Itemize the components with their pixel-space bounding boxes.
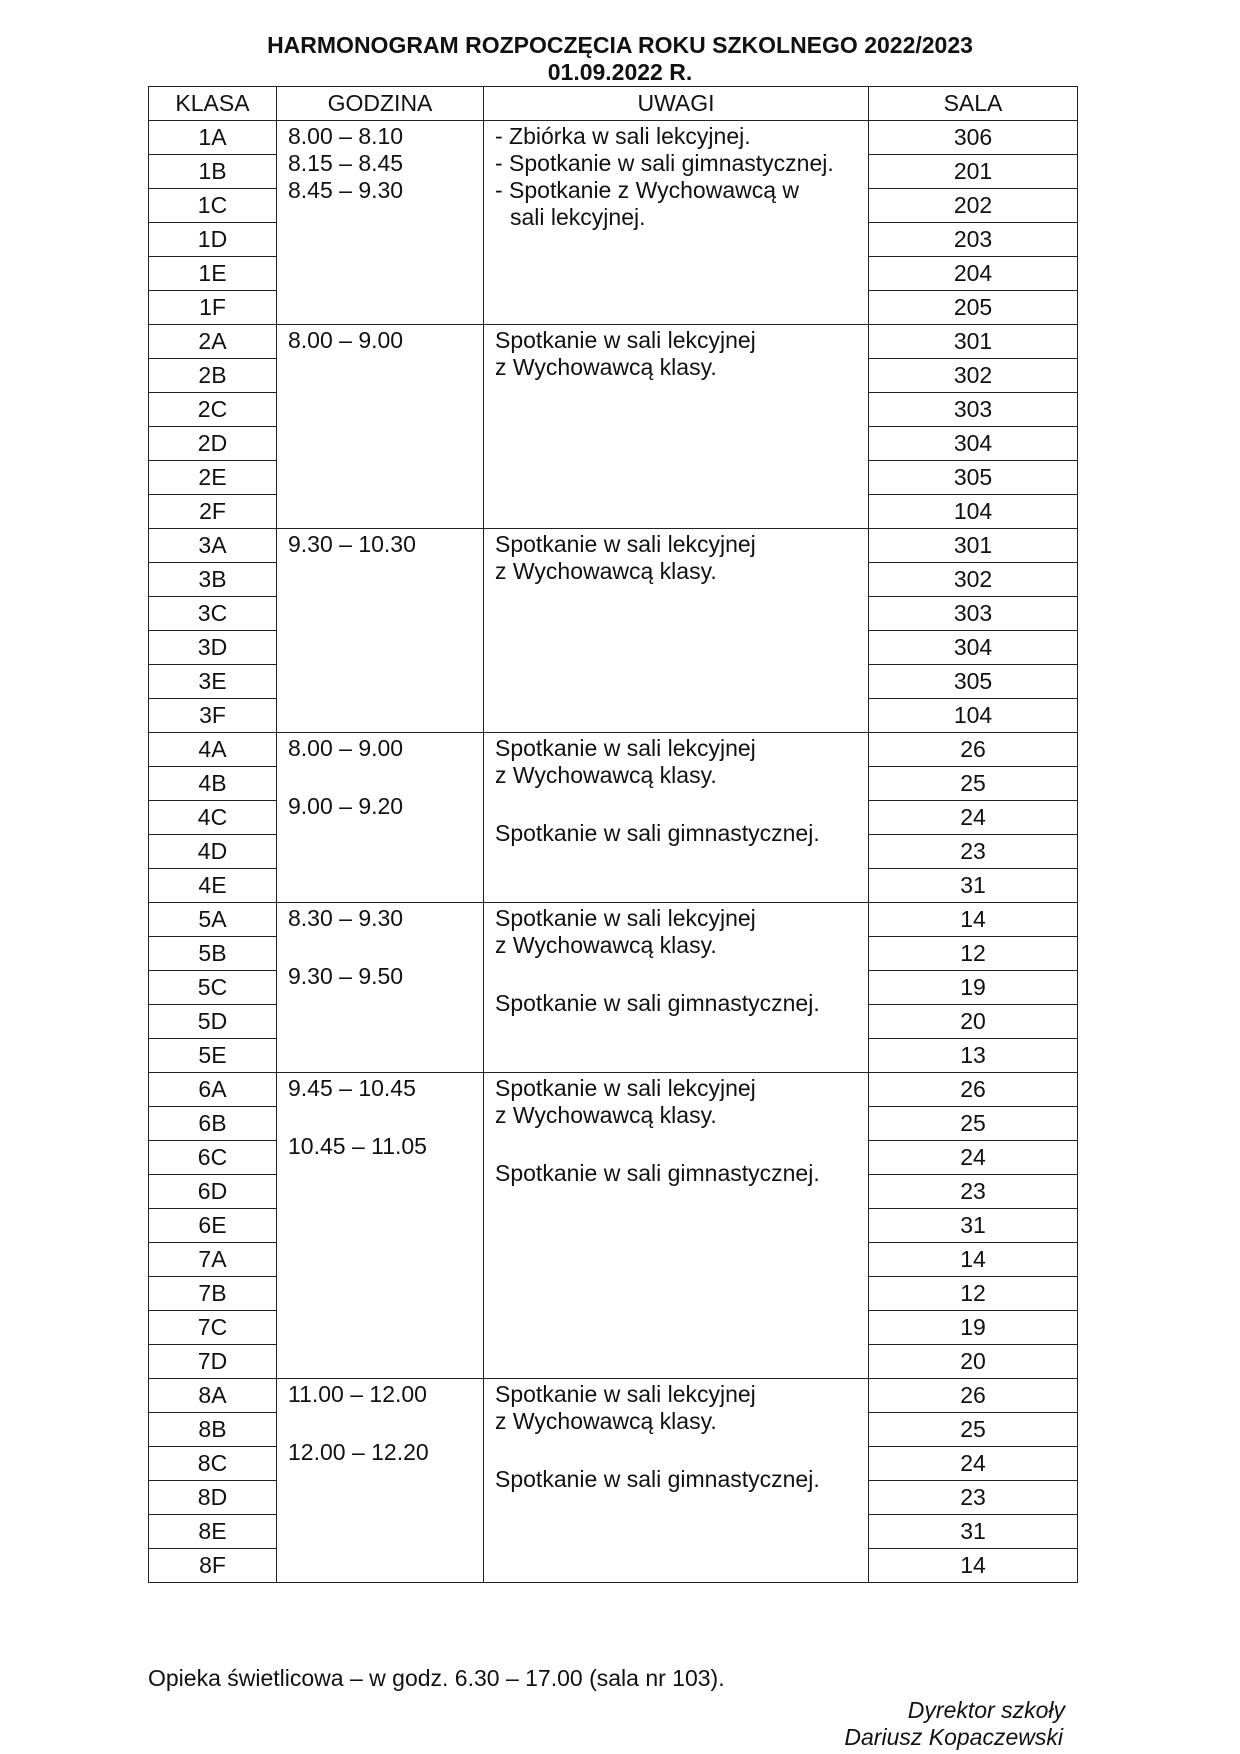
sala-cell: 26: [869, 1073, 1078, 1107]
klasa-cell: 8E: [149, 1515, 277, 1549]
footer-note: Opieka świetlicowa – w godz. 6.30 – 17.00 (sala nr 103).: [148, 1665, 725, 1691]
note-line: Spotkanie w sali lekcyjnej: [495, 531, 756, 557]
time-range: 8.45 – 9.30: [288, 177, 404, 203]
time-range: [288, 932, 483, 963]
time-range: 11.00 – 12.00: [288, 1381, 427, 1407]
note-gap: [495, 789, 868, 820]
sala-cell: 31: [869, 869, 1078, 903]
sala-cell: 302: [869, 563, 1078, 597]
klasa-cell: 4A: [149, 733, 277, 767]
klasa-cell: 6A: [149, 1073, 277, 1107]
uwagi-cell: [484, 121, 869, 325]
klasa-cell: 8A: [149, 1379, 277, 1413]
klasa-cell: 6D: [149, 1175, 277, 1209]
schedule-body: [149, 121, 1078, 1583]
signature-role: Dyrektor szkoły: [907, 1697, 1065, 1723]
sala-cell: 304: [869, 427, 1078, 461]
sala-cell: 201: [869, 155, 1078, 189]
sala-cell: 301: [869, 529, 1078, 563]
klasa-cell: 4D: [149, 835, 277, 869]
note-line: Spotkanie w sali lekcyjnej: [495, 905, 756, 931]
sala-cell: 104: [869, 495, 1078, 529]
sala-cell: 104: [869, 699, 1078, 733]
sala-cell: 23: [869, 1481, 1078, 1515]
signature-name: Dariusz Kopaczewski: [844, 1724, 1063, 1750]
sala-cell: 304: [869, 631, 1078, 665]
table-row: [149, 1073, 1078, 1107]
klasa-cell: 6E: [149, 1209, 277, 1243]
klasa-cell: 6B: [149, 1107, 277, 1141]
klasa-cell: 7A: [149, 1243, 277, 1277]
klasa-cell: 2B: [149, 359, 277, 393]
sala-cell: 23: [869, 1175, 1078, 1209]
sala-cell: 25: [869, 767, 1078, 801]
time-range: 9.30 – 10.30: [288, 531, 416, 557]
sala-cell: 203: [869, 223, 1078, 257]
time-range: 12.00 – 12.20: [288, 1439, 429, 1465]
time-range: 8.00 – 9.00: [288, 735, 404, 761]
note-line: Spotkanie w sali gimnastycznej.: [495, 1160, 820, 1186]
time-range: [288, 1102, 483, 1133]
note-line: Spotkanie w sali lekcyjnej: [495, 735, 756, 761]
klasa-cell: 1E: [149, 257, 277, 291]
klasa-cell: 8C: [149, 1447, 277, 1481]
time-range: 8.30 – 9.30: [288, 905, 404, 931]
note-line: z Wychowawcą klasy.: [495, 1408, 717, 1434]
klasa-cell: 1D: [149, 223, 277, 257]
sala-cell: 306: [869, 121, 1078, 155]
godzina-cell: [277, 1073, 484, 1379]
note-gap: [495, 1129, 868, 1160]
note-line: Spotkanie w sali gimnastycznej.: [495, 1466, 820, 1492]
sala-cell: 26: [869, 733, 1078, 767]
klasa-cell: 7D: [149, 1345, 277, 1379]
note-line: z Wychowawcą klasy.: [495, 932, 717, 958]
klasa-cell: 1A: [149, 121, 277, 155]
klasa-cell: 1B: [149, 155, 277, 189]
klasa-cell: 3F: [149, 699, 277, 733]
klasa-cell: 5C: [149, 971, 277, 1005]
uwagi-cell: [484, 1073, 869, 1379]
klasa-cell: 3A: [149, 529, 277, 563]
klasa-cell: 2E: [149, 461, 277, 495]
table-row: [149, 325, 1078, 359]
sala-cell: 31: [869, 1209, 1078, 1243]
klasa-cell: 5A: [149, 903, 277, 937]
header-row: [149, 87, 1078, 121]
sala-cell: 26: [869, 1379, 1078, 1413]
sala-cell: 24: [869, 801, 1078, 835]
klasa-cell: 1C: [149, 189, 277, 223]
sala-cell: 303: [869, 597, 1078, 631]
sala-cell: 205: [869, 291, 1078, 325]
sala-cell: 305: [869, 461, 1078, 495]
uwagi-cell: [484, 1379, 869, 1583]
sala-cell: 302: [869, 359, 1078, 393]
klasa-cell: 3D: [149, 631, 277, 665]
klasa-cell: 5D: [149, 1005, 277, 1039]
godzina-cell: [277, 529, 484, 733]
note-line: Spotkanie w sali lekcyjnej: [495, 327, 756, 353]
klasa-cell: 7B: [149, 1277, 277, 1311]
table-row: [149, 121, 1078, 155]
header-godzina: GODZINA: [277, 87, 484, 121]
header-klasa: KLASA: [149, 87, 277, 121]
time-range: 10.45 – 11.05: [288, 1133, 427, 1159]
time-range: [288, 1408, 483, 1439]
klasa-cell: 5B: [149, 937, 277, 971]
note-line: Spotkanie w sali gimnastycznej.: [495, 820, 820, 846]
sala-cell: 23: [869, 835, 1078, 869]
note-line: - Spotkanie w sali gimnastycznej.: [495, 150, 834, 176]
table-row: [149, 903, 1078, 937]
note-gap: [495, 959, 868, 990]
klasa-cell: 8D: [149, 1481, 277, 1515]
klasa-cell: 3B: [149, 563, 277, 597]
note-line: Spotkanie w sali lekcyjnej: [495, 1075, 756, 1101]
table-row: [149, 733, 1078, 767]
sala-cell: 14: [869, 903, 1078, 937]
sala-cell: 25: [869, 1413, 1078, 1447]
schedule-table: [148, 86, 1078, 1583]
sala-cell: 19: [869, 1311, 1078, 1345]
note-line: Spotkanie w sali lekcyjnej: [495, 1381, 756, 1407]
sala-cell: 12: [869, 1277, 1078, 1311]
sala-cell: 301: [869, 325, 1078, 359]
klasa-cell: 2C: [149, 393, 277, 427]
note-line: z Wychowawcą klasy.: [495, 1102, 717, 1128]
uwagi-cell: [484, 903, 869, 1073]
klasa-cell: 7C: [149, 1311, 277, 1345]
page-title: HARMONOGRAM ROZPOCZĘCIA ROKU SZKOLNEGO 2022/2023: [267, 32, 973, 58]
klasa-cell: 6C: [149, 1141, 277, 1175]
table-row: [149, 529, 1078, 563]
klasa-cell: 8F: [149, 1549, 277, 1583]
klasa-cell: 2F: [149, 495, 277, 529]
sala-cell: 24: [869, 1447, 1078, 1481]
klasa-cell: 2A: [149, 325, 277, 359]
godzina-cell: [277, 121, 484, 325]
klasa-cell: 4B: [149, 767, 277, 801]
page-date: 01.09.2022 R.: [547, 59, 693, 85]
godzina-cell: [277, 733, 484, 903]
header-sala: SALA: [869, 87, 1078, 121]
time-range: 8.00 – 9.00: [288, 327, 404, 353]
godzina-cell: [277, 1379, 484, 1583]
note-line: z Wychowawcą klasy.: [495, 762, 717, 788]
note-line: z Wychowawcą klasy.: [495, 558, 717, 584]
time-range: 9.00 – 9.20: [288, 793, 404, 819]
klasa-cell: 4E: [149, 869, 277, 903]
sala-cell: 20: [869, 1005, 1078, 1039]
godzina-cell: [277, 903, 484, 1073]
sala-cell: 14: [869, 1549, 1078, 1583]
header-uwagi: UWAGI: [484, 87, 869, 121]
sala-cell: 305: [869, 665, 1078, 699]
time-range: 9.45 – 10.45: [288, 1075, 416, 1101]
sala-cell: 204: [869, 257, 1078, 291]
godzina-cell: [277, 325, 484, 529]
klasa-cell: 4C: [149, 801, 277, 835]
sala-cell: 202: [869, 189, 1078, 223]
klasa-cell: 2D: [149, 427, 277, 461]
time-range: 8.00 – 8.10: [288, 123, 404, 149]
time-range: 8.15 – 8.45: [288, 150, 404, 176]
sala-cell: 31: [869, 1515, 1078, 1549]
uwagi-cell: [484, 733, 869, 903]
note-gap: [495, 1435, 868, 1466]
klasa-cell: 8B: [149, 1413, 277, 1447]
sala-cell: 24: [869, 1141, 1078, 1175]
note-line: - Zbiórka w sali lekcyjnej.: [495, 123, 751, 149]
uwagi-cell: [484, 529, 869, 733]
uwagi-cell: [484, 325, 869, 529]
note-line: z Wychowawcą klasy.: [495, 354, 717, 380]
sala-cell: 25: [869, 1107, 1078, 1141]
sala-cell: 20: [869, 1345, 1078, 1379]
time-range: [288, 762, 483, 793]
note-line: - Spotkanie z Wychowawcą w sali lekcyjnej.: [495, 177, 800, 230]
table-row: [149, 1379, 1078, 1413]
sala-cell: 12: [869, 937, 1078, 971]
sala-cell: 303: [869, 393, 1078, 427]
klasa-cell: 3E: [149, 665, 277, 699]
sala-cell: 13: [869, 1039, 1078, 1073]
sala-cell: 14: [869, 1243, 1078, 1277]
klasa-cell: 5E: [149, 1039, 277, 1073]
note-line: Spotkanie w sali gimnastycznej.: [495, 990, 820, 1016]
klasa-cell: 1F: [149, 291, 277, 325]
klasa-cell: 3C: [149, 597, 277, 631]
sala-cell: 19: [869, 971, 1078, 1005]
time-range: 9.30 – 9.50: [288, 963, 404, 989]
